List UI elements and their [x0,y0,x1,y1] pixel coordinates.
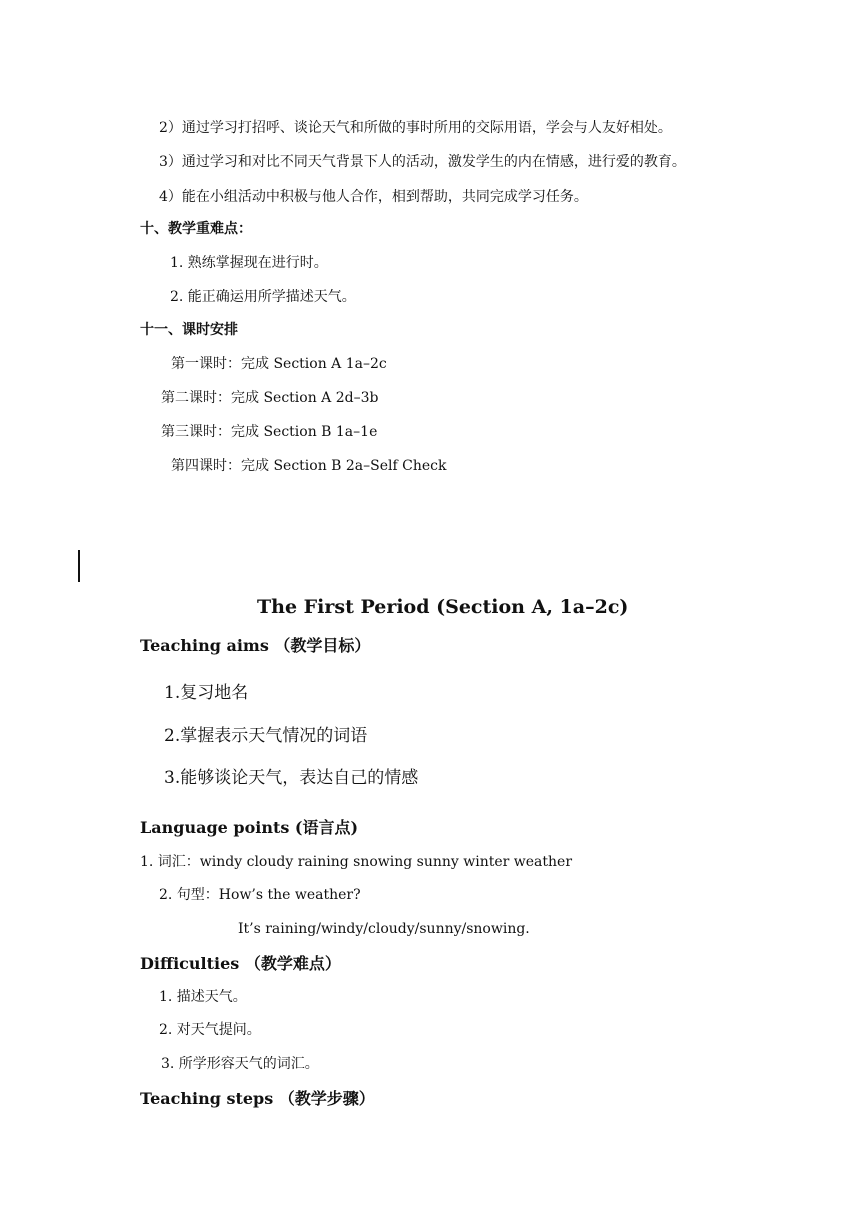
objective-item: 2）通过学习打招呼、谈论天气和所做的事时所用的交际用语，学会与人友好相处。 [159,120,672,136]
sentence-pattern-line: 2. 句型：How’s the weather? [159,887,361,903]
schedule-heading: 十一、课时安排 [140,322,238,338]
schedule-item: 第一课时：完成 Section A 1a–2c [171,356,387,372]
teaching-steps-heading: Teaching steps （教学步骤） [140,1089,375,1108]
difficulty-item: 3. 所学形容天气的词汇。 [161,1056,319,1072]
sentence-pattern-answer: It’s raining/windy/cloudy/sunny/snowing. [238,921,530,937]
teaching-aim-item: 3.能够谈论天气，表达自己的情感 [164,768,419,788]
key-difficult-item: 1. 熟练掌握现在进行时。 [170,255,328,271]
objective-item: 3）通过学习和对比不同天气背景下人的活动，激发学生的内在情感，进行爱的教育。 [159,154,686,170]
difficulty-item: 1. 描述天气。 [159,989,247,1005]
schedule-item: 第三课时：完成 Section B 1a–1e [161,424,378,440]
schedule-item: 第四课时：完成 Section B 2a–Self Check [171,458,447,474]
difficulty-item: 2. 对天气提问。 [159,1022,261,1038]
schedule-item: 第二课时：完成 Section A 2d–3b [161,390,379,406]
language-points-heading: Language points (语言点) [140,818,359,837]
objective-item: 4）能在小组活动中积极与他人合作，相到帮助，共同完成学习任务。 [159,189,588,205]
teaching-aim-item: 1.复习地名 [164,683,249,703]
key-difficult-heading: 十、教学重难点： [140,221,252,237]
period-title: The First Period (Section A, 1a–2c) [257,596,629,618]
difficulties-heading: Difficulties （教学难点） [140,954,341,973]
text-cursor [78,550,80,582]
teaching-aims-heading: Teaching aims （教学目标） [140,636,371,655]
vocabulary-line: 1. 词汇：windy cloudy raining snowing sunny winter weather [140,854,573,870]
teaching-aim-item: 2.掌握表示天气情况的词语 [164,726,368,746]
key-difficult-item: 2. 能正确运用所学描述天气。 [170,289,356,305]
